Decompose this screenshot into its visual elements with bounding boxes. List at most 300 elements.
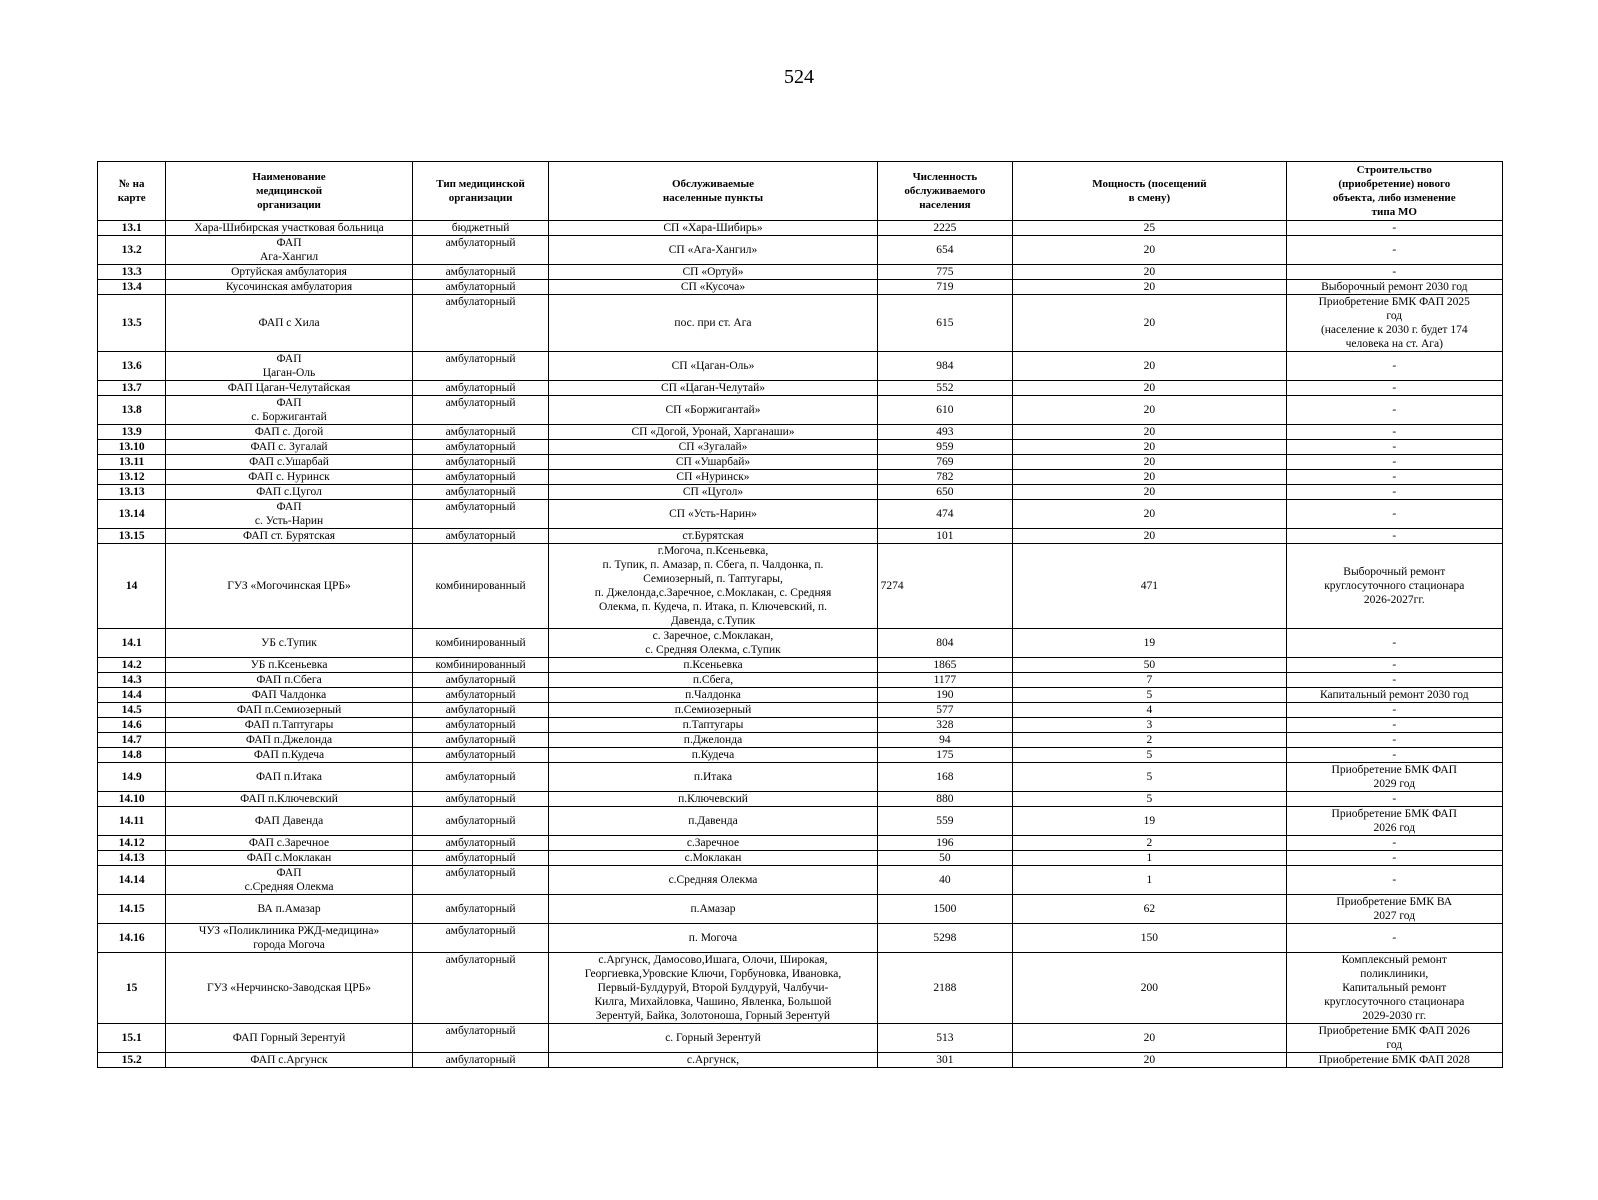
cell-construction-line: -	[1392, 244, 1397, 256]
cell-served-settlements	[549, 703, 877, 718]
cell-construction-line: 2026-2027гг.	[1363, 594, 1425, 606]
cell-served-population: 769	[877, 455, 1013, 470]
cell-capacity: 20	[1013, 529, 1286, 544]
page-number: 524	[784, 66, 814, 88]
cell-organization-name-line: с. Усть-Нарин	[254, 515, 324, 527]
header-line: населенные пункты	[662, 192, 764, 204]
cell-construction-line: -	[1392, 793, 1397, 805]
cell-organization-name-line: ФАП	[276, 397, 302, 409]
cell-construction-line: -	[1392, 530, 1397, 542]
cell-map-number: 13.10	[98, 440, 166, 455]
cell-served-settlements-line: СП «Ортуй»	[682, 266, 744, 278]
cell-served-settlements	[549, 718, 877, 733]
cell-organization-type: амбулаторный	[412, 733, 549, 748]
cell-map-number: 14.6	[98, 718, 166, 733]
table-row	[98, 485, 1503, 500]
cell-construction	[1286, 544, 1502, 629]
cell-capacity: 20	[1013, 485, 1286, 500]
cell-organization-name	[166, 425, 412, 440]
cell-organization-name-line: ФАП с.Моклакан	[246, 852, 332, 864]
cell-served-settlements-line: Давенда, с.Тупик	[670, 615, 756, 627]
header-map-number	[98, 162, 166, 221]
cell-organization-type: амбулаторный	[412, 748, 549, 763]
header-line: Тип медицинской	[436, 178, 525, 190]
cell-map-number: 14.9	[98, 763, 166, 792]
cell-construction-line: -	[1392, 222, 1397, 234]
cell-served-settlements	[549, 763, 877, 792]
table-row	[98, 733, 1503, 748]
cell-capacity: 20	[1013, 265, 1286, 280]
cell-organization-type: бюджетный	[412, 221, 549, 236]
cell-capacity: 20	[1013, 1024, 1286, 1053]
cell-construction-line: -	[1392, 360, 1397, 372]
cell-organization-type: амбулаторный	[412, 425, 549, 440]
cell-served-settlements-line: СП «Усть-Нарин»	[669, 508, 757, 520]
cell-capacity: 1	[1013, 851, 1286, 866]
cell-construction-line: -	[1392, 659, 1397, 671]
cell-organization-name-line: ФАП ст. Бурятская	[243, 530, 336, 542]
cell-served-settlements-line: пос. при ст. Ага	[674, 317, 752, 329]
table-row	[98, 236, 1503, 265]
cell-construction-line: Комплексный ремонт	[1341, 954, 1447, 966]
cell-capacity: 19	[1013, 807, 1286, 836]
cell-capacity: 4	[1013, 703, 1286, 718]
cell-map-number: 13.6	[98, 352, 166, 381]
cell-construction-line: -	[1392, 932, 1397, 944]
cell-construction	[1286, 1024, 1502, 1053]
cell-organization-name	[166, 500, 412, 529]
cell-organization-name-line: ФАП п.Кудеча	[253, 749, 325, 761]
cell-served-settlements-line: Семиозерный, п. Таптугары,	[643, 573, 783, 585]
cell-served-population: 654	[877, 236, 1013, 265]
header-line: населения	[919, 199, 971, 211]
cell-organization-name-line: ФАП п.Таптугары	[244, 719, 334, 731]
cell-organization-name-line: ФАП п.Итака	[256, 771, 323, 783]
cell-served-settlements	[549, 748, 877, 763]
cell-served-settlements-line: с.Аргунск,	[686, 1054, 740, 1066]
cell-construction	[1286, 688, 1502, 703]
cell-organization-type: амбулаторный	[412, 500, 549, 529]
cell-construction-line: Приобретение БМК ФАП 2026	[1318, 1025, 1470, 1037]
table-row	[98, 792, 1503, 807]
cell-organization-type: амбулаторный	[412, 953, 549, 1024]
table-row	[98, 544, 1503, 629]
cell-organization-type: амбулаторный	[412, 470, 549, 485]
cell-organization-type: амбулаторный	[412, 924, 549, 953]
table-row	[98, 851, 1503, 866]
cell-served-settlements-line: СП «Ага-Хангил»	[668, 244, 758, 256]
header-line: в смену)	[1128, 192, 1171, 204]
cell-served-settlements-line: п. Могоча	[688, 932, 738, 944]
cell-construction	[1286, 470, 1502, 485]
cell-organization-name-line: ФАП Горный Зерентуй	[232, 1032, 346, 1044]
header-construction	[1286, 162, 1502, 221]
cell-organization-name	[166, 544, 412, 629]
header-line: (приобретение) нового	[1338, 178, 1451, 190]
cell-capacity: 5	[1013, 748, 1286, 763]
cell-map-number: 14.12	[98, 836, 166, 851]
cell-organization-name-line: Ага-Хангил	[259, 251, 319, 263]
cell-served-settlements-line: Первый-Булдуруй, Второй Булдуруй, Чалбучи-	[597, 982, 829, 994]
cell-served-population: 101	[877, 529, 1013, 544]
table-row	[98, 470, 1503, 485]
cell-construction	[1286, 500, 1502, 529]
cell-construction-line: 2026 год	[1373, 822, 1416, 834]
table-row	[98, 629, 1503, 658]
cell-served-settlements	[549, 807, 877, 836]
table-row	[98, 221, 1503, 236]
cell-served-population: 493	[877, 425, 1013, 440]
cell-capacity: 20	[1013, 295, 1286, 352]
cell-organization-name-line: ФАП с.Цугол	[256, 486, 322, 498]
cell-construction	[1286, 924, 1502, 953]
table-row	[98, 673, 1503, 688]
cell-organization-type: амбулаторный	[412, 485, 549, 500]
cell-construction-line: круглосуточного стационара	[1324, 996, 1465, 1008]
cell-capacity: 20	[1013, 500, 1286, 529]
cell-map-number: 14.10	[98, 792, 166, 807]
cell-served-population: 94	[877, 733, 1013, 748]
cell-construction-line: -	[1392, 486, 1397, 498]
cell-served-settlements-line: СП «Цугол»	[682, 486, 744, 498]
cell-construction	[1286, 733, 1502, 748]
cell-served-settlements-line: СП «Нуринск»	[676, 471, 750, 483]
header-line: Обслуживаемые	[671, 178, 755, 190]
cell-organization-name	[166, 763, 412, 792]
cell-construction-line: -	[1392, 637, 1397, 649]
cell-construction	[1286, 836, 1502, 851]
cell-map-number: 13.4	[98, 280, 166, 295]
cell-served-settlements-line: п.Ключевский	[678, 793, 748, 805]
cell-construction	[1286, 807, 1502, 836]
cell-served-settlements-line: п.Таптугары	[682, 719, 744, 731]
cell-served-population: 984	[877, 352, 1013, 381]
cell-served-population: 1177	[877, 673, 1013, 688]
cell-organization-name	[166, 470, 412, 485]
cell-construction-line: 2029-2030 гг.	[1362, 1010, 1427, 1022]
cell-served-population: 782	[877, 470, 1013, 485]
cell-construction	[1286, 748, 1502, 763]
table-row	[98, 658, 1503, 673]
cell-served-population: 2188	[877, 953, 1013, 1024]
cell-served-settlements	[549, 381, 877, 396]
table-row	[98, 953, 1503, 1024]
cell-organization-name	[166, 1053, 412, 1068]
header-served-settlements	[549, 162, 877, 221]
cell-capacity: 7	[1013, 673, 1286, 688]
cell-organization-name-line: с. Боржигантай	[251, 411, 327, 423]
cell-map-number: 14.7	[98, 733, 166, 748]
cell-organization-name-line: УБ п.Ксеньевка	[250, 659, 328, 671]
cell-construction-line: -	[1392, 382, 1397, 394]
cell-served-settlements-line: СП «Хара-Шибирь»	[663, 222, 763, 234]
cell-served-settlements	[549, 629, 877, 658]
cell-served-settlements-line: СП «Боржигантай»	[665, 404, 761, 416]
cell-organization-name-line: ФАП с.Аргунск	[250, 1054, 328, 1066]
cell-capacity: 471	[1013, 544, 1286, 629]
cell-organization-name-line: ФАП с.Заречное	[248, 837, 330, 849]
cell-construction-line: человека на ст. Ага)	[1345, 338, 1443, 350]
cell-construction-line: Приобретение БМК ВА	[1336, 896, 1453, 908]
cell-organization-name	[166, 381, 412, 396]
cell-served-settlements-line: п.Семиозерный	[674, 704, 752, 716]
cell-served-settlements	[549, 455, 877, 470]
cell-served-population: 552	[877, 381, 1013, 396]
table-row	[98, 1053, 1503, 1068]
table-row	[98, 836, 1503, 851]
cell-served-population: 190	[877, 688, 1013, 703]
header-line: Строительство	[1356, 164, 1432, 176]
table-row	[98, 529, 1503, 544]
cell-organization-type: амбулаторный	[412, 673, 549, 688]
cell-organization-name-line: ФАП с. Зугалай	[250, 441, 328, 453]
cell-capacity: 20	[1013, 440, 1286, 455]
cell-map-number: 14.15	[98, 895, 166, 924]
cell-served-population: 719	[877, 280, 1013, 295]
cell-construction	[1286, 381, 1502, 396]
cell-construction	[1286, 485, 1502, 500]
cell-organization-name-line: ВА п.Амазар	[257, 903, 321, 915]
cell-capacity: 5	[1013, 688, 1286, 703]
cell-construction-line: -	[1392, 471, 1397, 483]
cell-construction-line: -	[1392, 426, 1397, 438]
cell-map-number: 14.4	[98, 688, 166, 703]
cell-construction	[1286, 953, 1502, 1024]
cell-construction-line: -	[1392, 674, 1397, 686]
cell-organization-name-line: ФАП	[276, 867, 302, 879]
cell-construction	[1286, 629, 1502, 658]
cell-organization-name-line: Ортуйская амбулатория	[231, 266, 347, 278]
header-organization-type	[412, 162, 549, 221]
cell-organization-name	[166, 718, 412, 733]
cell-organization-name-line: Цаган-Оль	[262, 367, 316, 379]
cell-map-number: 13.2	[98, 236, 166, 265]
cell-served-population: 880	[877, 792, 1013, 807]
cell-organization-name-line: ФАП с Хила	[258, 317, 320, 329]
cell-served-settlements	[549, 280, 877, 295]
cell-served-settlements-line: с.Моклакан	[684, 852, 742, 864]
cell-served-settlements	[549, 425, 877, 440]
header-line: Численность	[912, 171, 978, 183]
cell-organization-name	[166, 1024, 412, 1053]
cell-organization-name	[166, 866, 412, 895]
cell-capacity: 20	[1013, 352, 1286, 381]
cell-served-population: 959	[877, 440, 1013, 455]
cell-served-settlements	[549, 265, 877, 280]
table-row	[98, 688, 1503, 703]
cell-served-population: 610	[877, 396, 1013, 425]
cell-served-population: 196	[877, 836, 1013, 851]
cell-capacity: 20	[1013, 280, 1286, 295]
cell-organization-name-line: с.Средняя Олекма	[244, 881, 334, 893]
cell-organization-type: амбулаторный	[412, 280, 549, 295]
cell-served-population: 1500	[877, 895, 1013, 924]
cell-organization-type: амбулаторный	[412, 381, 549, 396]
cell-served-population: 1865	[877, 658, 1013, 673]
cell-served-population: 40	[877, 866, 1013, 895]
cell-served-settlements-line: Зерентуй, Байка, Золотоноша, Горный Зерентуй	[595, 1010, 831, 1022]
cell-organization-name	[166, 851, 412, 866]
cell-organization-type: амбулаторный	[412, 866, 549, 895]
header-line: Наименование	[252, 171, 326, 183]
header-line: № на	[118, 178, 145, 190]
cell-served-settlements-line: п. Тупик, п. Амазар, п. Сбега, п. Чалдонка, п.	[602, 559, 824, 571]
cell-organization-type: комбинированный	[412, 629, 549, 658]
cell-construction-line: Выборочный ремонт 2030 год	[1321, 281, 1468, 293]
cell-organization-name	[166, 658, 412, 673]
cell-organization-name-line: ГУЗ «Могочинская ЦРБ»	[227, 580, 351, 592]
cell-capacity: 150	[1013, 924, 1286, 953]
cell-organization-type: амбулаторный	[412, 1024, 549, 1053]
cell-organization-name	[166, 836, 412, 851]
cell-organization-name	[166, 895, 412, 924]
cell-served-settlements-line: с.Заречное	[686, 837, 740, 849]
cell-capacity: 2	[1013, 733, 1286, 748]
cell-capacity: 200	[1013, 953, 1286, 1024]
cell-served-settlements	[549, 866, 877, 895]
cell-map-number: 13.13	[98, 485, 166, 500]
cell-map-number: 14.3	[98, 673, 166, 688]
cell-organization-name-line: ГУЗ «Нерчинско-Заводская ЦРБ»	[207, 982, 372, 994]
cell-served-settlements-line: с. Горный Зерентуй	[665, 1032, 761, 1044]
cell-construction	[1286, 440, 1502, 455]
header-line: организации	[257, 199, 321, 211]
cell-served-settlements	[549, 924, 877, 953]
cell-construction	[1286, 455, 1502, 470]
cell-organization-name-line: Кусочинская амбулатория	[225, 281, 353, 293]
cell-construction-line: -	[1392, 266, 1397, 278]
cell-construction-line: Приобретение БМК ФАП 2025	[1318, 296, 1470, 308]
cell-construction	[1286, 703, 1502, 718]
cell-construction-line: -	[1392, 734, 1397, 746]
table-row	[98, 381, 1503, 396]
table-row	[98, 763, 1503, 792]
cell-organization-name	[166, 953, 412, 1024]
cell-capacity: 50	[1013, 658, 1286, 673]
cell-served-population: 577	[877, 703, 1013, 718]
cell-map-number: 13.15	[98, 529, 166, 544]
cell-served-settlements	[549, 673, 877, 688]
cell-map-number: 14.13	[98, 851, 166, 866]
table-header-row	[98, 162, 1503, 221]
cell-organization-name	[166, 733, 412, 748]
table-row	[98, 866, 1503, 895]
cell-served-settlements-line: п.Чалдонка	[685, 689, 741, 701]
cell-served-settlements-line: Георгиевка,Уровские Ключи, Горбуновка, Ивановка,	[584, 968, 842, 980]
cell-organization-name-line: Хара-Шибирская участковая больница	[194, 222, 384, 234]
cell-organization-type: амбулаторный	[412, 295, 549, 352]
cell-organization-type: амбулаторный	[412, 807, 549, 836]
cell-organization-type: амбулаторный	[412, 529, 549, 544]
table-row	[98, 703, 1503, 718]
cell-construction-line: -	[1392, 456, 1397, 468]
cell-construction	[1286, 280, 1502, 295]
cell-served-settlements	[549, 895, 877, 924]
cell-organization-name-line: ФАП	[276, 353, 302, 365]
cell-organization-name-line: ФАП	[276, 237, 302, 249]
cell-construction	[1286, 718, 1502, 733]
cell-served-settlements-line: СП «Догой, Уронай, Харганаши»	[631, 426, 795, 438]
table-row	[98, 500, 1503, 529]
cell-construction-line: Приобретение БМК ФАП	[1331, 764, 1457, 776]
cell-organization-name-line: ФАП п.Семиозерный	[236, 704, 342, 716]
cell-construction-line: год	[1386, 310, 1403, 322]
cell-map-number: 14.11	[98, 807, 166, 836]
cell-served-settlements-line: СП «Зугалай»	[678, 441, 748, 453]
cell-capacity: 20	[1013, 381, 1286, 396]
cell-construction-line: 2029 год	[1373, 778, 1416, 790]
cell-organization-name	[166, 295, 412, 352]
cell-served-settlements-line: СП «Ушарбай»	[675, 456, 751, 468]
cell-construction	[1286, 352, 1502, 381]
medical-organizations-table	[97, 161, 1503, 1068]
cell-map-number: 15.1	[98, 1024, 166, 1053]
cell-organization-name	[166, 688, 412, 703]
cell-map-number: 13.3	[98, 265, 166, 280]
cell-organization-name	[166, 455, 412, 470]
cell-served-settlements	[549, 851, 877, 866]
cell-organization-name	[166, 529, 412, 544]
cell-served-settlements-line: с.Аргунск, Дамосово,Ишага, Олочи, Широкая,	[598, 954, 828, 966]
cell-organization-name-line: ФАП п.Джелонда	[245, 734, 333, 746]
cell-served-population: 50	[877, 851, 1013, 866]
cell-construction-line: год	[1386, 1039, 1403, 1051]
cell-served-population: 168	[877, 763, 1013, 792]
cell-served-settlements	[549, 1053, 877, 1068]
cell-served-population: 775	[877, 265, 1013, 280]
table-row	[98, 455, 1503, 470]
cell-served-settlements	[549, 836, 877, 851]
cell-organization-type: амбулаторный	[412, 1053, 549, 1068]
cell-construction-line: 2027 год	[1373, 910, 1416, 922]
cell-map-number: 13.5	[98, 295, 166, 352]
table-row	[98, 924, 1503, 953]
cell-construction	[1286, 221, 1502, 236]
cell-served-settlements	[549, 485, 877, 500]
cell-map-number: 13.7	[98, 381, 166, 396]
cell-map-number: 13.14	[98, 500, 166, 529]
cell-construction	[1286, 295, 1502, 352]
table-row	[98, 280, 1503, 295]
cell-map-number: 14.2	[98, 658, 166, 673]
cell-organization-name	[166, 236, 412, 265]
cell-served-settlements-line: п.Итака	[693, 771, 733, 783]
cell-served-settlements	[549, 295, 877, 352]
cell-served-population: 615	[877, 295, 1013, 352]
cell-capacity: 20	[1013, 455, 1286, 470]
cell-construction	[1286, 529, 1502, 544]
cell-served-settlements-line: с.Средняя Олекма	[668, 874, 758, 886]
cell-map-number: 13.8	[98, 396, 166, 425]
cell-organization-name	[166, 265, 412, 280]
cell-organization-type: амбулаторный	[412, 265, 549, 280]
cell-capacity: 5	[1013, 763, 1286, 792]
cell-capacity: 19	[1013, 629, 1286, 658]
cell-organization-type: амбулаторный	[412, 718, 549, 733]
cell-capacity: 20	[1013, 236, 1286, 265]
cell-construction-line: Приобретение БМК ФАП 2028	[1318, 1054, 1470, 1066]
cell-served-settlements	[549, 470, 877, 485]
cell-construction	[1286, 425, 1502, 440]
cell-organization-name	[166, 440, 412, 455]
table-row	[98, 295, 1503, 352]
cell-map-number: 14.16	[98, 924, 166, 953]
cell-construction	[1286, 895, 1502, 924]
table-row	[98, 748, 1503, 763]
cell-construction	[1286, 673, 1502, 688]
cell-organization-type: амбулаторный	[412, 792, 549, 807]
cell-capacity: 20	[1013, 470, 1286, 485]
